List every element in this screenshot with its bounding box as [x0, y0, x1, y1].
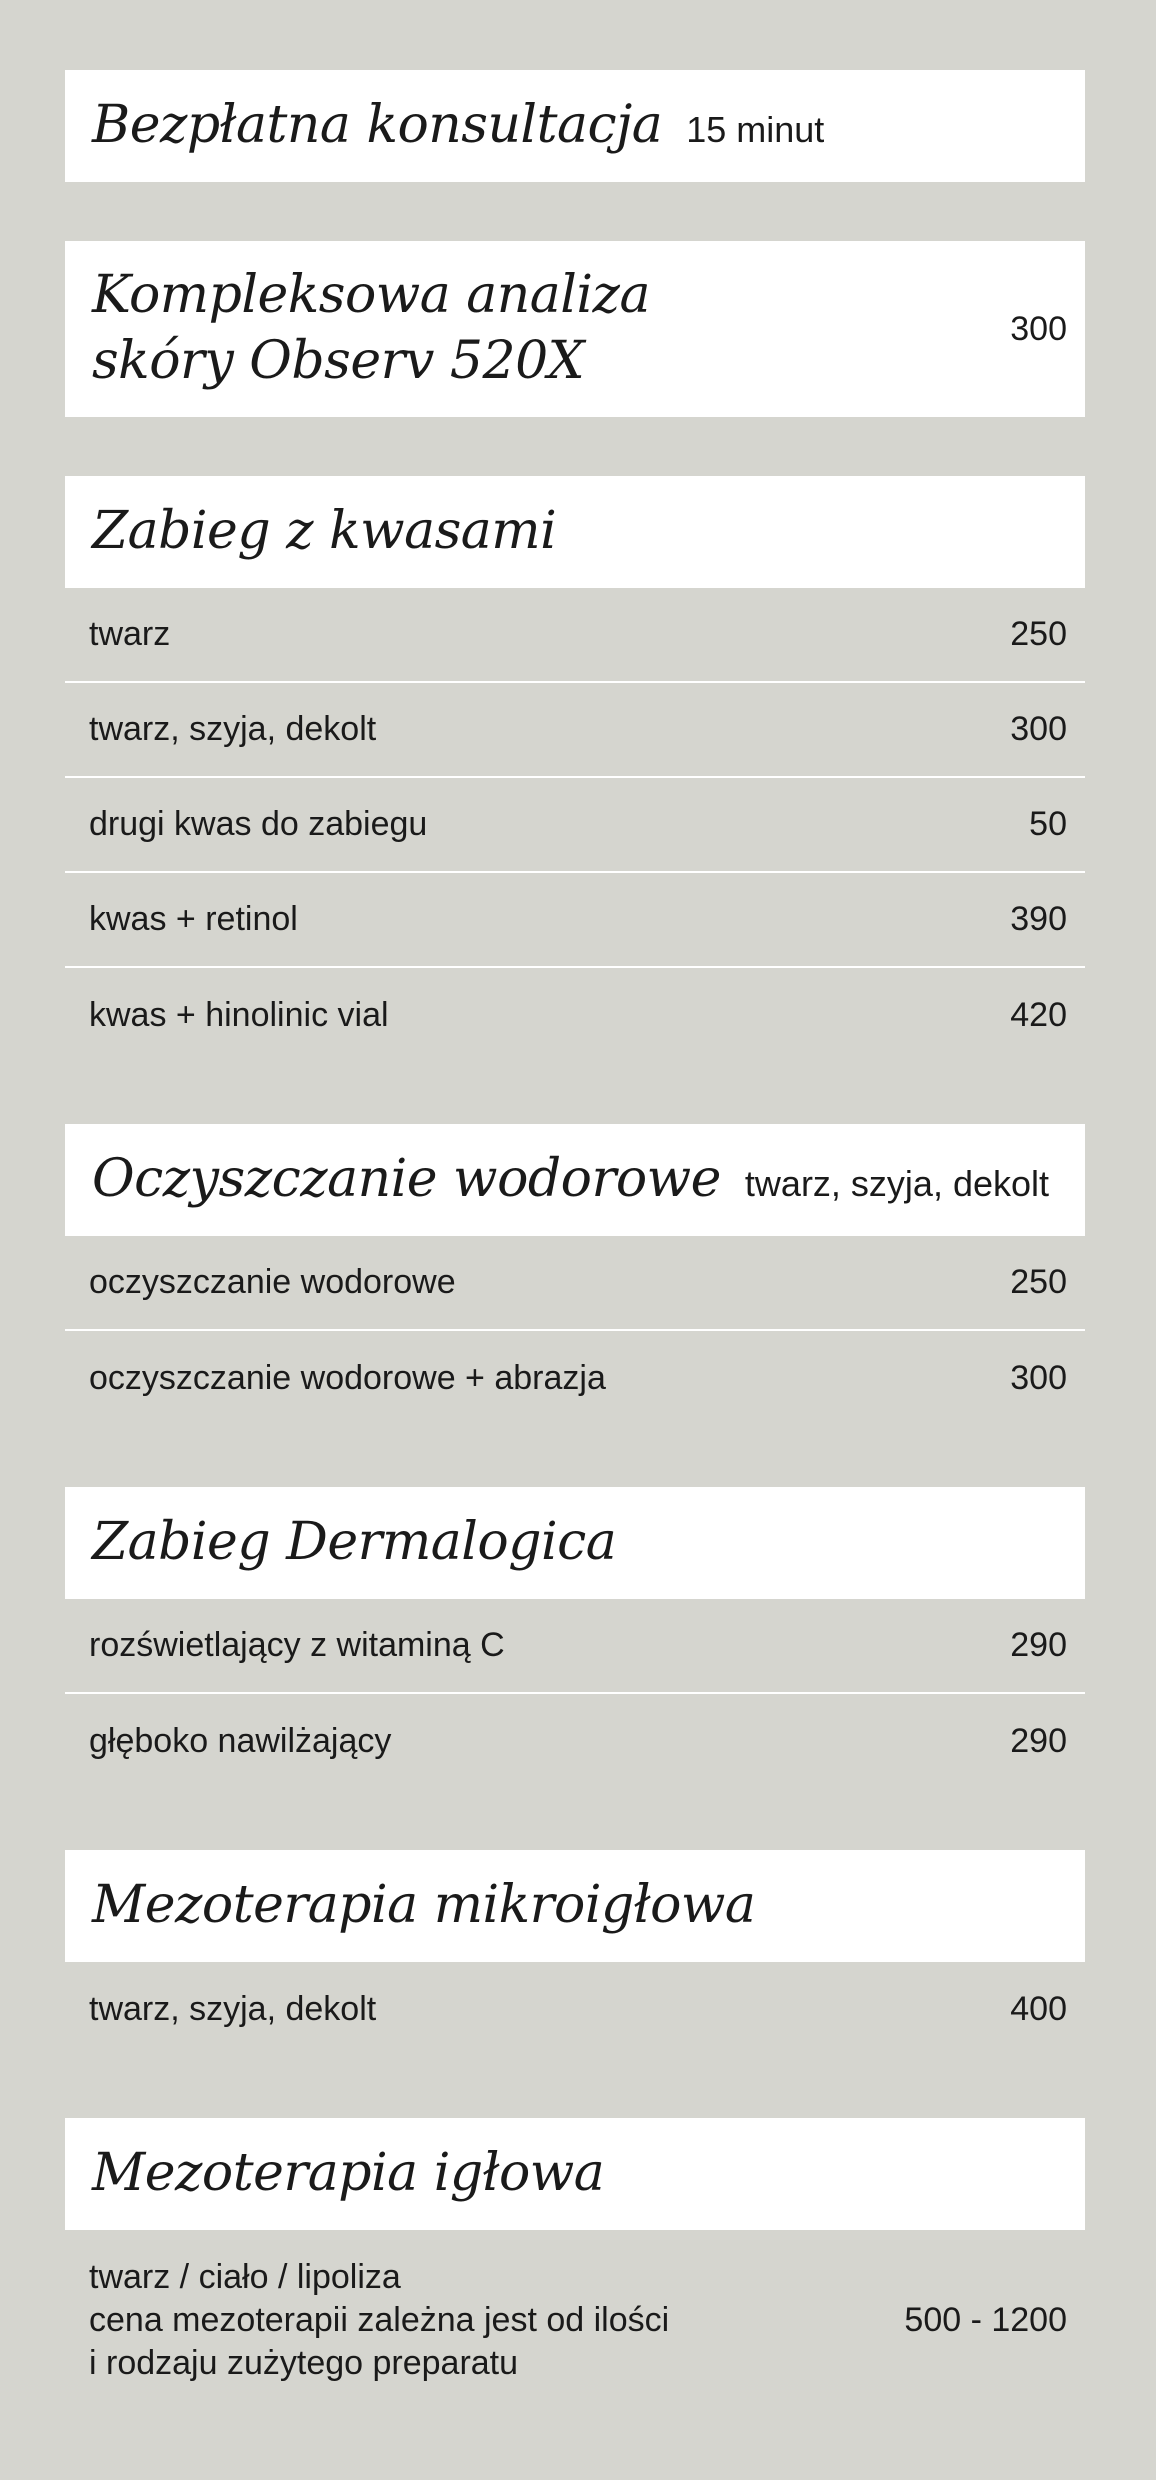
treatment-label: twarz / ciało / lipoliza cena mezoterapii zależna jest od ilości i rodzaju zużytego preparatu — [89, 2257, 670, 2382]
section-title: Oczyszczanie wodorowe — [92, 1149, 721, 1210]
section-title: Bezpłatna konsultacja — [92, 95, 663, 156]
price: 500 - 1200 — [904, 2300, 1067, 2339]
treatment-label: głęboko nawilżający — [89, 1722, 392, 1760]
section-title: Mezoterapia mikroigłowa — [92, 1875, 756, 1936]
price: 400 — [1010, 1990, 1067, 2028]
section-header-needle-mesotherapy — [65, 2118, 1085, 2230]
section-title: Zabieg Dermalogica — [92, 1512, 617, 1573]
price-row — [65, 778, 1085, 873]
price: 300 — [1010, 1359, 1067, 1397]
section-header-acids — [65, 476, 1085, 588]
price: 300 — [1010, 710, 1067, 748]
price: 300 — [1010, 309, 1067, 348]
treatment-label: oczyszczanie wodorowe — [89, 1263, 456, 1301]
price-row — [65, 1236, 1085, 1331]
price: 250 — [1010, 1263, 1067, 1301]
treatment-label: kwas + retinol — [89, 900, 298, 938]
price-row — [65, 1331, 1085, 1426]
treatment-label: twarz — [89, 615, 171, 653]
price-row — [65, 1694, 1085, 1789]
section-header-consultation — [65, 70, 1085, 182]
treatment-label: drugi kwas do zabiegu — [89, 805, 428, 843]
price-row — [65, 968, 1085, 1063]
section-header-dermalogica — [65, 1487, 1085, 1599]
treatment-label: kwas + hinolinic vial — [89, 996, 389, 1034]
price: 290 — [1010, 1722, 1067, 1760]
section-header-skin-analysis — [65, 241, 1085, 417]
price: 250 — [1010, 615, 1067, 653]
price-list — [65, 70, 1085, 2410]
price-row — [65, 1962, 1085, 2057]
section-header-hydrogen-cleansing — [65, 1124, 1085, 1236]
price: 390 — [1010, 900, 1067, 938]
section-subtitle: twarz, szyja, dekolt — [744, 1163, 1050, 1204]
price-row — [65, 2230, 1085, 2410]
price-row — [65, 1599, 1085, 1694]
section-header-microneedle-mesotherapy — [65, 1850, 1085, 1962]
price-row — [65, 588, 1085, 683]
treatment-label: twarz, szyja, dekolt — [89, 1990, 377, 2028]
price: 420 — [1010, 996, 1067, 1034]
section-title: Kompleksowa analiza skóry Observ 520X — [92, 265, 650, 391]
treatment-label: rozświetlający z witaminą C — [89, 1626, 505, 1664]
treatment-label: oczyszczanie wodorowe + abrazja — [89, 1359, 606, 1397]
section-title: Zabieg z kwasami — [92, 501, 557, 562]
price-row — [65, 873, 1085, 968]
price: 50 — [1029, 805, 1067, 843]
section-title: Mezoterapia igłowa — [92, 2143, 605, 2204]
price-row — [65, 683, 1085, 778]
price: 290 — [1010, 1626, 1067, 1664]
section-subtitle: 15 minut — [686, 109, 825, 150]
treatment-label: twarz, szyja, dekolt — [89, 710, 377, 748]
